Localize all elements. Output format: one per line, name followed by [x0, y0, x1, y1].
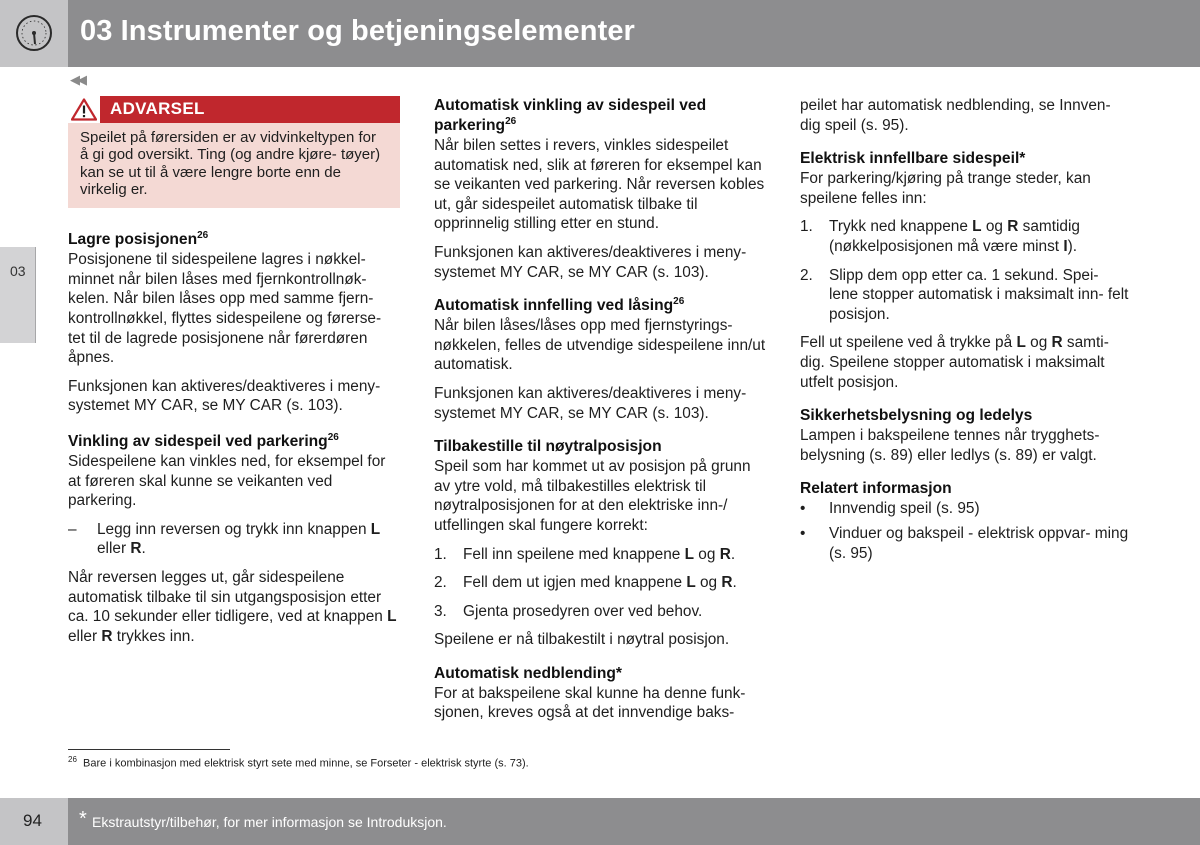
column-1 [68, 96, 400, 655]
list-item: 1. Trykk ned knappene L og R samtidig (nøkkelposisjonen må være minst I). [800, 218, 1080, 255]
column-2 [434, 96, 769, 732]
page-number: 94 [23, 811, 42, 830]
list-item: 2. Slipp dem opp etter ca. 1 sekund. Spei- lene stopper automatisk i maksimalt inn- felt posisjon. [800, 266, 1129, 323]
paragraph-funksjon: Funksjonen kan aktiveres/deaktiveres i meny- systemet MY CAR, se MY CAR (s. 103). [434, 384, 747, 422]
list-item: – Legg inn reversen og trykk inn knappen L eller R. [68, 520, 381, 558]
related-link[interactable]: • Vinduer og bakspeil - elektrisk oppvar- ming (s. 95) [800, 524, 1129, 562]
heading-vinkling: Vinkling av sidespeil ved parkering$^{26}$ [68, 431, 339, 450]
heading-nedblending: Automatisk nedblending* [434, 664, 623, 682]
paragraph-tilbakestilt: Speilene er nå tilbakestilt i nøytral posisjon. [434, 631, 730, 649]
warning-text: Speilet på førersiden er av vidvinkeltypen for å gi god oversikt. Ting (og andre kjøre- tøyer) kan se ut til å være lengre borte enn de virkelig er. [68, 123, 400, 208]
paragraph-revers: Når reversen legges ut, går sidespeilene automatisk tilbake til sin utgangsposisjon etter ca. 10 sekunder eller tidligere, ved at knappen L eller R trykkes inn. [68, 568, 397, 645]
paragraph-tilbakestille: Speil som har kommet ut av posisjon på grunn av ytre vold, må tilbakestilles elektrisk til nøytralposisjonen for at den elektriske inn-/ utfellingen skal fungere korrekt: [434, 458, 751, 534]
warning-title: ADVARSEL [110, 99, 205, 118]
heading-lagre-posisjonen: Lagre posisjonen$^{26}$ [68, 230, 209, 249]
chapter-tab-label: 03 [10, 263, 26, 279]
heading-relatert: Relatert informasjon [800, 480, 952, 498]
heading-innfelling: Automatisk innfelling ved låsing$^{26}$ [434, 295, 685, 315]
heading-tilbakestille: Tilbakestille til nøytralposisjon [434, 438, 662, 456]
asterisk-icon: * [79, 808, 87, 830]
paragraph-nedblending: For at bakspeilene skal kunne ha denne funk- sjonen, kreves også at det innvendige baks- [434, 684, 746, 722]
paragraph-lagre: Posisjonene til sidespeilene lagres i nøkkel- minnet når bilen låses med fjernkontrollnøk- kelen. Når bilen låses opp med samme fjern- kontrollnøkkel, flyttes sidespeilene og førerse- tet til de lagrede posisjonene når førerdøren åpnes. [68, 251, 382, 367]
paragraph-elektrisk: For parkering/kjøring på trange steder, kan speilene felles inn: [800, 170, 1091, 207]
paragraph-innfelling: Når bilen låses/låses opp med fjernstyrings- nøkkelen, felles de utvendige sidespeilene inn/ut automatisk. [434, 317, 766, 374]
paragraph-continued: peilet har automatisk nedblending, se Innven- dig speil (s. 95). [800, 97, 1111, 134]
paragraph-automatisk-vinkling: Når bilen settes i revers, vinkles sidespeilet automatisk ned, slik at føreren for eksempel kan se veikanten ved parkering. Når reversen kobles ut, går sidespeilet automatisk tilbake til opprinnelig stilling etter en stund. [434, 137, 765, 233]
footer-bar [68, 798, 1200, 845]
column-3 [800, 96, 1130, 568]
speedometer-icon [14, 13, 54, 53]
dash-marker: – [68, 520, 77, 538]
warning-triangle-icon [71, 98, 97, 121]
list-item: 2. Fell dem ut igjen med knappene L og R. [434, 574, 737, 592]
heading-sikkerhetsbelysning: Sikkerhetsbelysning og ledelys [800, 407, 1033, 425]
footer-note: Ekstrautstyr/tilbehør, for mer informasjon se Introduksjon. [92, 814, 447, 830]
list-item: 1. Fell inn speilene med knappene L og R. [434, 545, 736, 563]
warning-header [68, 96, 400, 123]
back-nav-icon[interactable]: ◀◀ [70, 72, 84, 87]
paragraph-sikkerhetsbelysning: Lampen i bakspeilene tennes når trygghets- belysning (s. 89) eller ledlys (s. 89) er valgt. [800, 427, 1100, 464]
footnote: $^{26}$ Bare i kombinasjon med elektrisk styrt sete med minne, se Forseter - elektrisk styrte (s. 73). [68, 755, 529, 770]
paragraph-funksjon: Funksjonen kan aktiveres/deaktiveres i meny- systemet MY CAR, se MY CAR (s. 103). [68, 377, 381, 415]
chapter-tab[interactable] [0, 247, 36, 343]
paragraph-vinkling: Sidespeilene kan vinkles ned, for eksempel for at føreren skal kunne se veikanten ved parkering. [68, 452, 386, 510]
footnote-divider [68, 749, 230, 750]
heading-automatisk-vinkling: Automatisk vinkling av sidespeil ved parkering$^{26}$ [434, 97, 707, 134]
heading-elektrisk-innfellbare: Elektrisk innfellbare sidespeil* [800, 150, 1026, 168]
paragraph-fell-ut: Fell ut speilene ved å trykke på L og R samti- dig. Speilene stopper automatisk i maksimalt utfelt posisjon. [800, 334, 1109, 391]
related-link[interactable]: • Innvendig speil (s. 95) [800, 500, 980, 518]
paragraph-funksjon: Funksjonen kan aktiveres/deaktiveres i meny- systemet MY CAR, se MY CAR (s. 103). [434, 243, 747, 281]
list-item: 3. Gjenta prosedyren over ved behov. [434, 602, 703, 620]
header-icon-box [0, 0, 68, 67]
page-title: 03 Instrumenter og betjeningselementer [80, 15, 635, 47]
warning-box [68, 96, 400, 208]
page-number-box [0, 798, 68, 845]
warning-icon-box [68, 96, 100, 123]
